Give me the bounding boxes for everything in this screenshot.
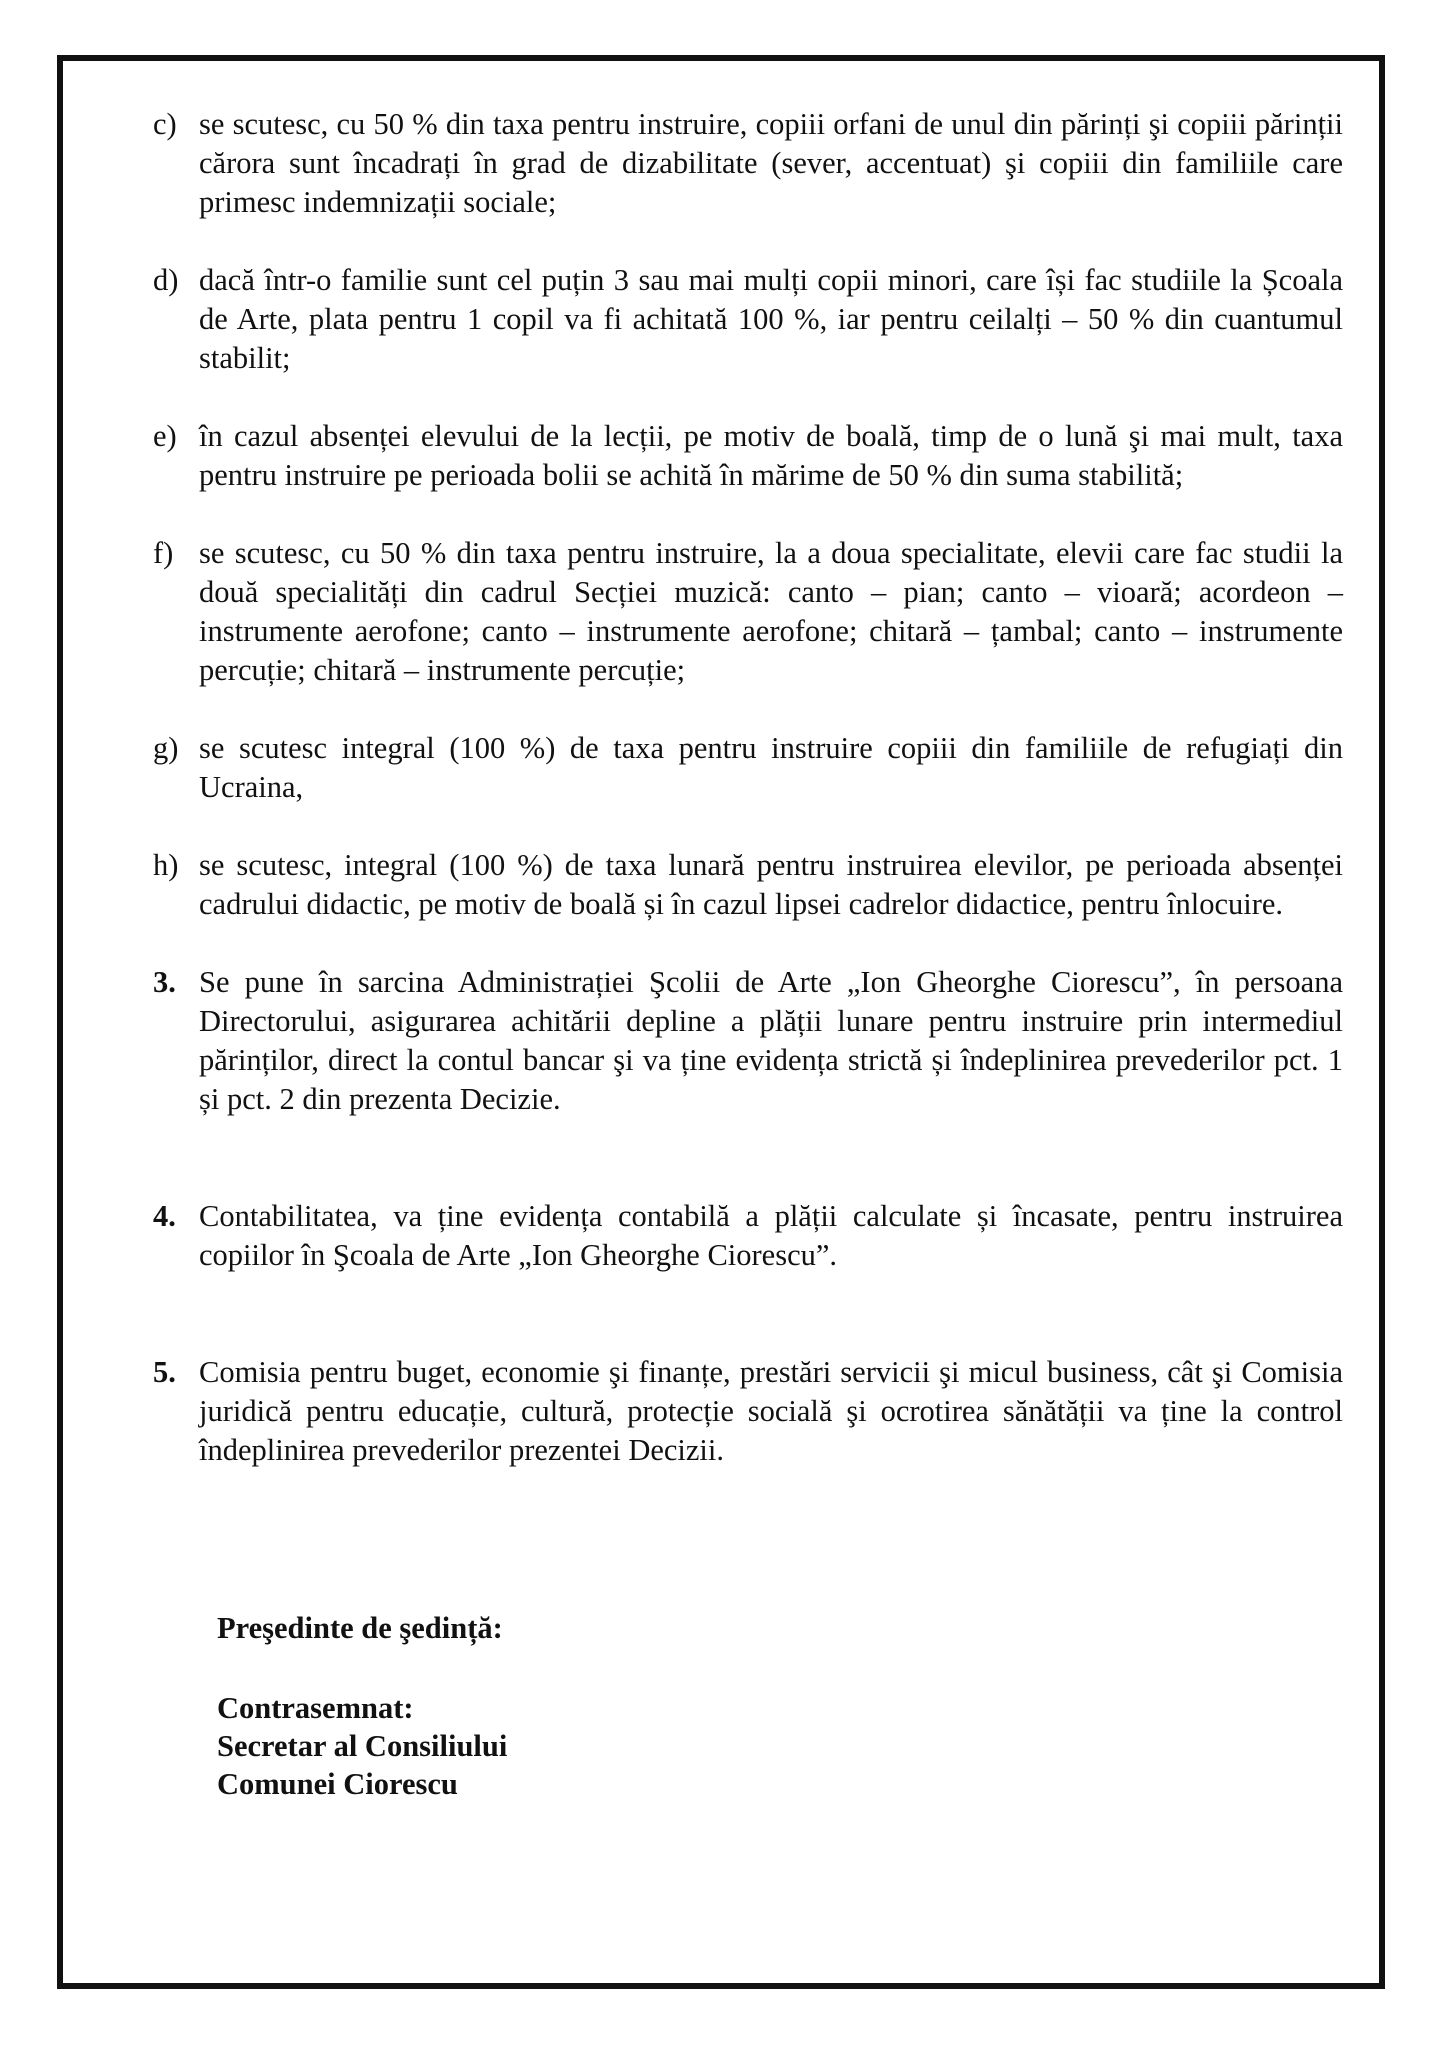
list-item-text: se scutesc, cu 50 % din taxa pentru instruire, copiii orfani de unul din părinți şi copiii părinții cărora sunt încadrați în grad de dizabilitate (sever, accentuat) şi copiii din familiile care primesc indemnizații sociale;	[199, 107, 1343, 219]
chair-label: Preşedinte de şedință:	[217, 1611, 503, 1645]
list-item-text: în cazul absenței elevului de la lecții, pe motiv de boală, timp de o lună şi mai mult, taxa pentru instruire pe perioada bolii se achită în mărime de 50 % din suma stabilită;	[199, 419, 1343, 492]
article-number: 4.	[153, 1199, 176, 1233]
article-3	[153, 963, 1343, 1119]
list-item-text: se scutesc, integral (100 %) de taxa lunară pentru instruirea elevilor, pe perioada absenței cadrului didactic, pe motiv de boală și în cazul lipsei cadrelor didactice, pentru înlocuire.	[199, 848, 1343, 921]
list-item-text: se scutesc, cu 50 % din taxa pentru instruire, la a doua specialitate, elevii care fac studii la două specialități din cadrul Secției muzică: canto – pian; canto – vioară; acordeon – instrumente aerofone; canto – instrumente aerofone; chitară – țambal; canto – instrumente percuție; chitară – instrumente percuție;	[199, 536, 1343, 687]
document-body	[153, 105, 1343, 1509]
signature-block	[217, 1609, 507, 1803]
list-marker: f)	[153, 536, 174, 570]
article-text: Comisia pentru buget, economie şi finanțe, prestări servicii şi micul business, cât şi Comisia juridică pentru educație, cultură, protecție socială şi ocrotirea sănătății va ține la control îndeplinirea prevederilor prezentei Decizii.	[199, 1355, 1343, 1467]
list-item-c	[153, 105, 1343, 222]
countersigned-label: Contrasemnat:	[217, 1691, 414, 1725]
list-marker: d)	[153, 263, 179, 297]
list-marker: c)	[153, 107, 177, 141]
list-item-d	[153, 261, 1343, 378]
commune-line: Comunei Ciorescu	[217, 1767, 458, 1801]
article-4	[153, 1197, 1343, 1275]
list-marker: g)	[153, 731, 179, 765]
list-item-h	[153, 846, 1343, 924]
list-item-f	[153, 534, 1343, 690]
article-number: 5.	[153, 1355, 176, 1389]
signature-spacer	[217, 1647, 507, 1689]
article-text: Contabilitatea, va ține evidența contabilă a plății calculate și încasate, pentru instruirea copiilor în Şcoala de Arte „Ion Gheorghe Ciorescu”.	[199, 1199, 1343, 1272]
list-marker: e)	[153, 419, 177, 453]
list-marker: h)	[153, 848, 179, 882]
secretary-line: Secretar al Consiliului	[217, 1729, 508, 1763]
list-item-text: se scutesc integral (100 %) de taxa pentru instruire copiii din familiile de refugiați din Ucraina,	[199, 731, 1343, 804]
list-item-text: dacă într-o familie sunt cel puțin 3 sau mai mulți copii minori, care își fac studiile la Școala de Arte, plata pentru 1 copil va fi achitată 100 %, iar pentru ceilalți – 50 % din cuantumul stabilit;	[199, 263, 1343, 375]
list-item-g	[153, 729, 1343, 807]
article-text: Se pune în sarcina Administrației Şcolii de Arte „Ion Gheorghe Ciorescu”, în persoana Directorului, asigurarea achitării depline a plății lunare pentru instruire prin intermediul părinților, direct la contul bancar şi va ține evidența strictă și îndeplinirea prevederilor pct. 1 și pct. 2 din prezenta Decizie.	[199, 965, 1343, 1116]
list-item-e	[153, 417, 1343, 495]
article-5	[153, 1353, 1343, 1470]
article-number: 3.	[153, 965, 176, 999]
